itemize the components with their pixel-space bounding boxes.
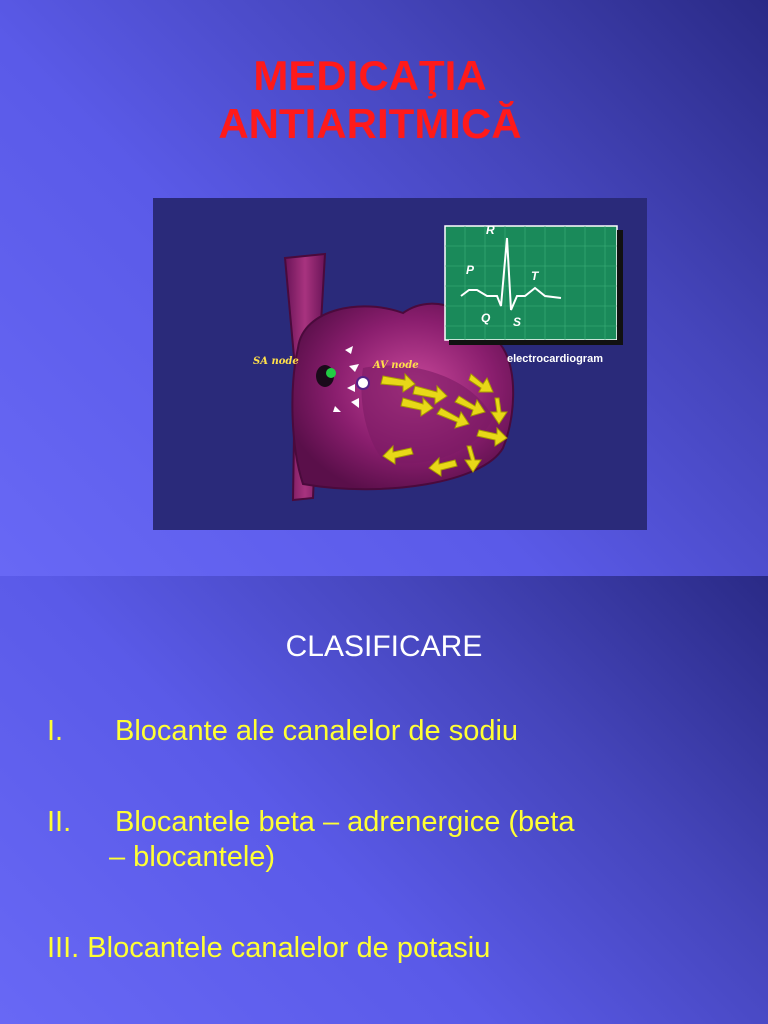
av-node-label: AV node	[373, 360, 419, 371]
wave-q: Q	[481, 311, 491, 325]
list-item-text: Blocantele beta – adrenergice (beta	[115, 806, 575, 838]
ecg-panel	[445, 223, 623, 365]
wave-t: T	[531, 269, 539, 283]
list-item-text: Blocante ale canalelor de sodiu	[115, 715, 519, 747]
title-line-2: ANTIARITMICĂ	[218, 100, 522, 147]
slide-title	[0, 52, 740, 148]
wave-r: R	[486, 223, 495, 237]
av-node-dot	[357, 377, 369, 389]
list-item-number: II.	[47, 806, 72, 838]
heart-illustration	[153, 198, 647, 530]
sa-node-green	[326, 368, 336, 378]
list-item: III. Blocantele canalelor de potasiu	[47, 932, 491, 964]
section-heading: CLASIFICARE	[285, 630, 483, 663]
wave-p: P	[466, 263, 475, 277]
heart-conduction-figure	[153, 198, 647, 530]
wave-s: S	[513, 315, 522, 329]
list-item-text-continued: – blocantele)	[109, 841, 276, 873]
ecg-caption: electrocardiogram	[507, 353, 603, 365]
sa-node-label: SA node	[253, 356, 299, 367]
list-item-number: I.	[47, 715, 64, 747]
title-line-1: MEDICAŢIA	[253, 52, 487, 99]
